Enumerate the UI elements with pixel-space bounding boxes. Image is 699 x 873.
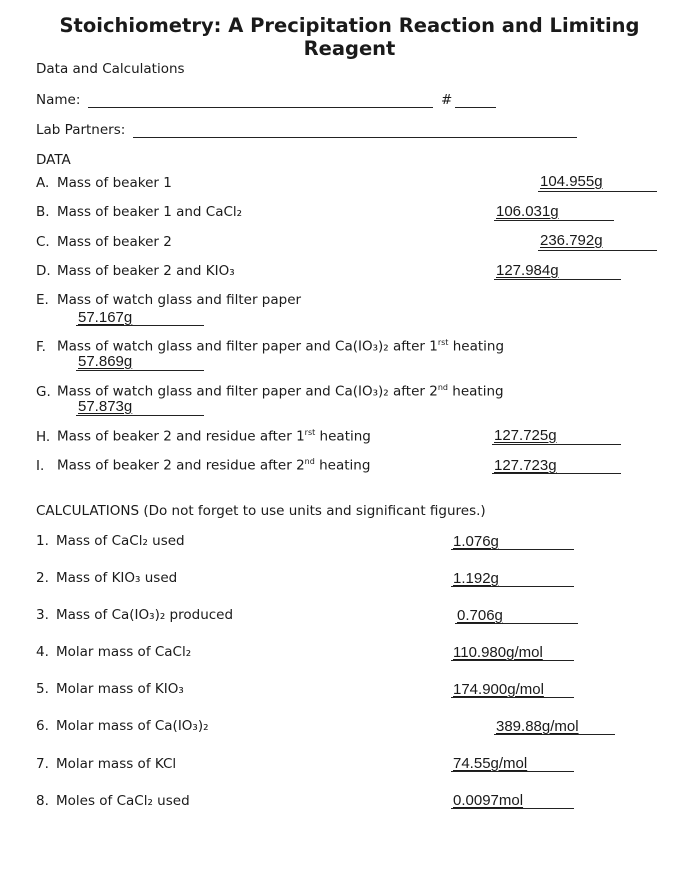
- data-row-a-line: [538, 191, 657, 192]
- data-row-i-label: I. Mass of beaker 2 and residue after 2nd heating: [36, 457, 371, 474]
- calc-row-4-line: [451, 660, 574, 661]
- data-row-h-line: [492, 444, 621, 445]
- data-row-f-value: 57.869g: [78, 353, 133, 370]
- data-row-f-line: [76, 370, 204, 371]
- data-row-f-label: F. Mass of watch glass and filter paper and Ca(IO₃)₂ after $1^{rst}$ heating: [36, 338, 505, 355]
- data-row-g-label: G. Mass of watch glass and filter paper and Ca(IO₃)₂ after 2nd heating: [36, 383, 504, 400]
- calc-row-1-label: 1. Mass of CaCl₂ used: [36, 533, 185, 549]
- calc-row-1-line: [451, 549, 574, 550]
- calc-row-3-label: 3. Mass of Ca(IO₃)₂ produced: [36, 607, 234, 623]
- name-field[interactable]: [88, 107, 433, 108]
- calc-row-7-value: 74.55g/mol: [453, 755, 528, 772]
- number-label: #: [441, 92, 453, 108]
- calc-row-7-line: [451, 771, 574, 772]
- calc-row-4-value: 110.980g/mol: [453, 644, 543, 661]
- calc-row-2-label: 2. Mass of KIO₃ used: [36, 570, 178, 586]
- data-row-a-value: 104.955g: [540, 173, 603, 190]
- calc-row-6-label: 6. Molar mass of Ca(IO₃)₂: [36, 718, 209, 734]
- subtitle: Data and Calculations: [36, 61, 185, 77]
- number-field[interactable]: [455, 107, 496, 108]
- data-row-h-label: H. Mass of beaker 2 and residue after $1^{rst}$ heating: [36, 428, 371, 445]
- partners-field[interactable]: [133, 137, 577, 138]
- data-row-d-line: [494, 279, 621, 280]
- data-row-a-label: A. Mass of beaker 1: [36, 175, 172, 191]
- data-row-e-label: E. Mass of watch glass and filter paper: [36, 292, 302, 308]
- data-row-e-line: [76, 325, 204, 326]
- calc-row-6-value: 389.88g/mol: [496, 718, 579, 735]
- data-row-d-value: 127.984g: [496, 262, 559, 279]
- calc-row-7-label: 7. Molar mass of KCl: [36, 756, 177, 772]
- data-row-g-value: 57.873g: [78, 398, 133, 415]
- data-row-e-value: 57.167g: [78, 309, 133, 326]
- calc-row-6-line: [494, 734, 615, 735]
- data-row-i-line: [492, 473, 621, 474]
- data-row-b-label: B. Mass of beaker 1 and CaCl₂: [36, 204, 243, 220]
- page-title-line1: Stoichiometry: A Precipitation Reaction and Limiting: [59, 14, 640, 37]
- data-row-c-value: 236.792g: [540, 232, 603, 249]
- data-row-g-line: [76, 415, 204, 416]
- data-row-b-line: [494, 220, 614, 221]
- calculations-heading: CALCULATIONS (Do not forget to use units and significant figures.): [36, 503, 486, 519]
- page-title-line2: Reagent: [303, 37, 396, 60]
- calc-row-4-label: 4. Molar mass of CaCl₂: [36, 644, 192, 660]
- calc-row-8-value: 0.0097mol: [453, 792, 524, 809]
- calc-row-3-value: 0.706g: [457, 607, 503, 624]
- calc-row-5-value: 174.900g/mol: [453, 681, 544, 698]
- calc-row-5-label: 5. Molar mass of KIO₃: [36, 681, 184, 697]
- calc-row-3-line: [455, 623, 578, 624]
- data-row-h-value: 127.725g: [494, 427, 557, 444]
- calc-row-2-line: [451, 586, 574, 587]
- calc-row-2-value: 1.192g: [453, 570, 499, 587]
- data-row-c-label: C. Mass of beaker 2: [36, 234, 172, 250]
- calc-row-1-value: 1.076g: [453, 533, 499, 550]
- data-heading: DATA: [36, 152, 71, 168]
- data-row-b-value: 106.031g: [496, 203, 559, 220]
- data-row-d-label: D. Mass of beaker 2 and KIO₃: [36, 263, 235, 279]
- calc-row-8-line: [451, 808, 574, 809]
- data-row-c-line: [538, 250, 657, 251]
- partners-label: Lab Partners:: [36, 122, 126, 138]
- name-label: Name:: [36, 92, 81, 108]
- calc-row-8-label: 8. Moles of CaCl₂ used: [36, 793, 190, 809]
- data-row-i-value: 127.723g: [494, 457, 557, 474]
- calc-row-5-line: [451, 697, 574, 698]
